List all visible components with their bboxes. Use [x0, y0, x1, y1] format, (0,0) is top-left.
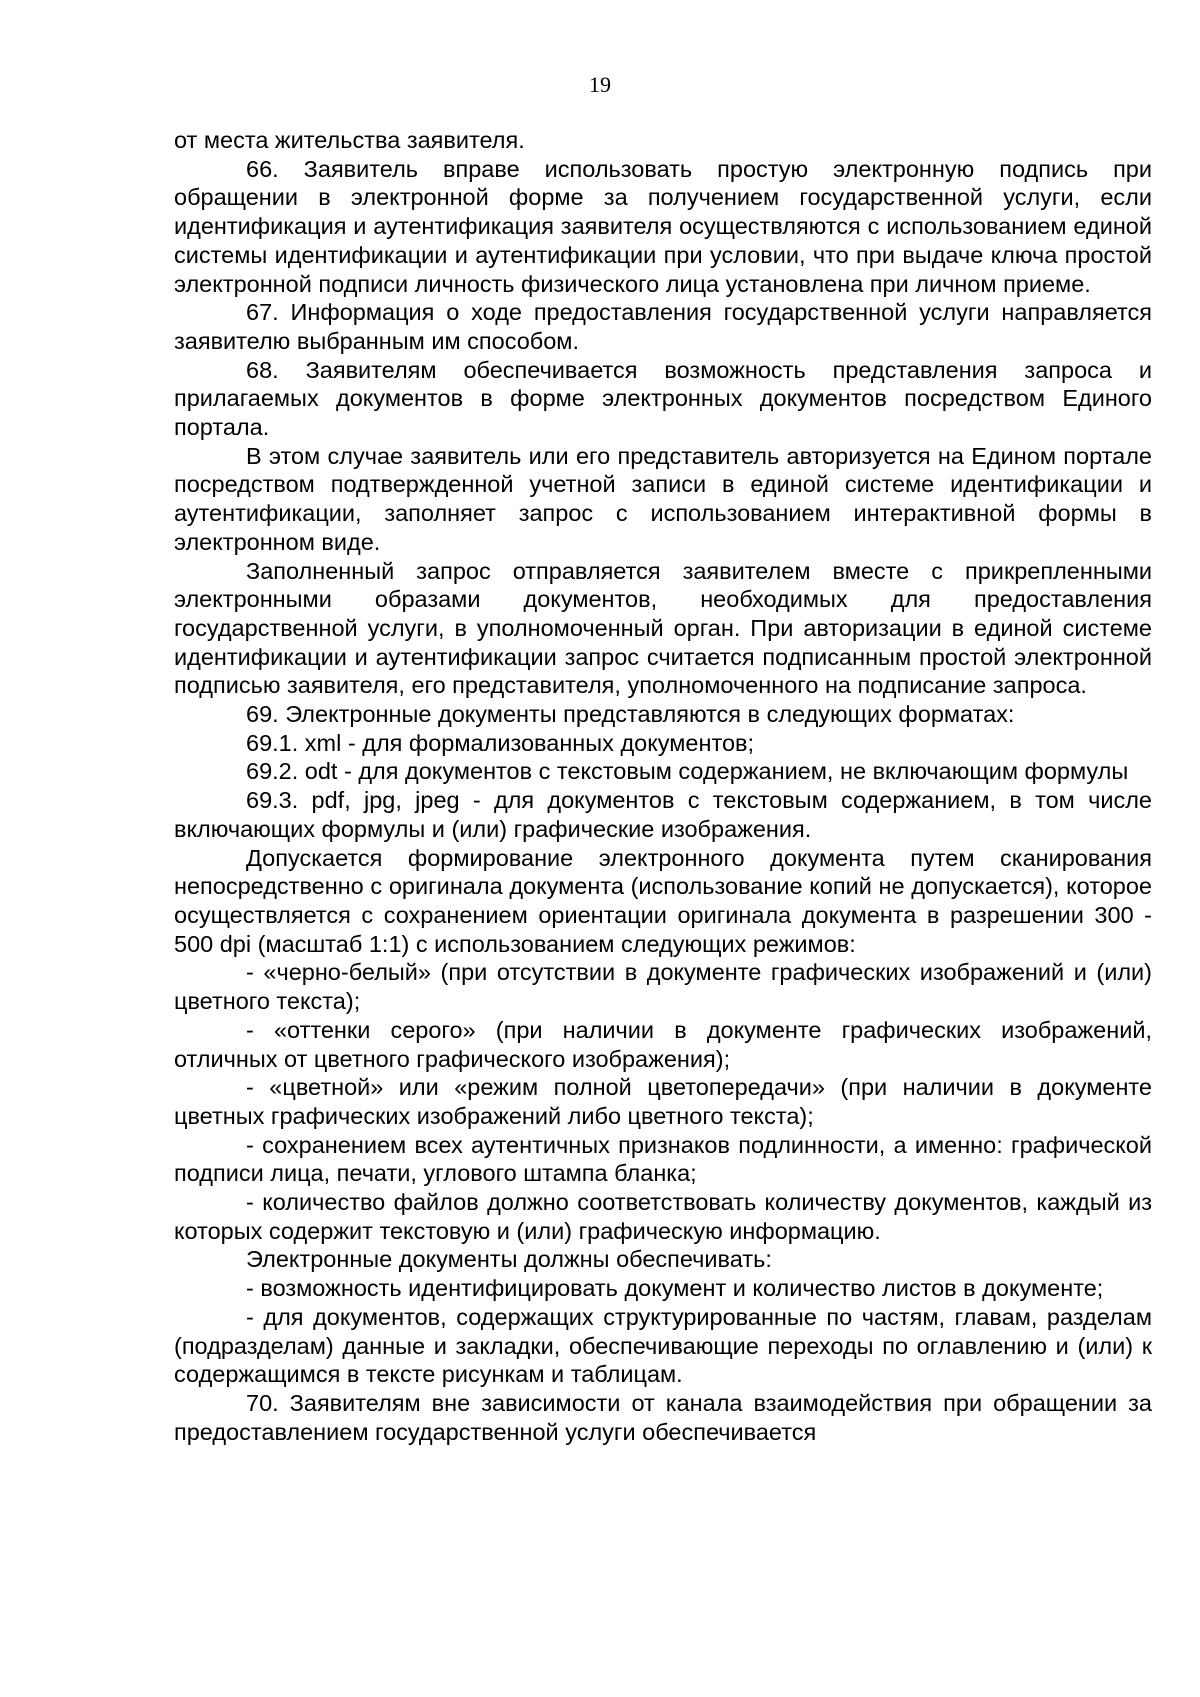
- paragraph-66: 66. Заявитель вправе использовать простую электронную подпись при обращении в электронной форме за получением государственной услуги, если идентификация и аутентификация заявителя осуществляются с использованием единой системы идентификации и аутентификации при условии, что при выдаче ключа простой электронной подписи личность физического лица установлена при личном приеме.: [174, 155, 1152, 297]
- list-item-grayscale: - «оттенки серого» (при наличии в документе графических изображений, отличных от цветного графического изображения);: [174, 1016, 1152, 1072]
- paragraph-requirements: Электронные документы должны обеспечивать:: [246, 1246, 772, 1273]
- paragraph-67: 67. Информация о ходе предоставления государственной услуги направляется заявителю выбранным им способом.: [174, 299, 1152, 354]
- list-item-file-count: - количество файлов должно соответствовать количеству документов, каждый из которых содержит текстовую и (или) графическую информацию.: [174, 1189, 1152, 1244]
- list-item-authenticity: - сохранением всех аутентичных признаков подлинности, а именно: графической подписи лица, печати, углового штампа бланка;: [174, 1131, 1152, 1187]
- paragraph-continuation: от места жительства заявителя.: [174, 127, 525, 153]
- paragraph-68-authorization: В этом случае заявитель или его представитель авторизуется на Едином портале посредством подтвержденной учетной записи в единой системе идентификации и аутентификации, заполняет запрос с использованием интерактивной формы в электронном виде.: [174, 442, 1152, 555]
- paragraph-68: 68. Заявителям обеспечивается возможность представления запроса и прилагаемых документов в форме электронных документов посредством Единого портала.: [174, 356, 1152, 441]
- list-item-structured: - для документов, содержащих структурированные по частям, главам, разделам (подразделам) данные и закладки, обеспечивающие переходы по оглавлению и (или) к содержащимся в тексте рисункам и таблицам.: [174, 1303, 1152, 1388]
- paragraph-69-1: 69.1. xml - для формализованных документов;: [246, 729, 755, 756]
- list-item-black-white: - «черно-белый» (при отсутствии в документе графических изображений и (или) цветного текста);: [174, 959, 1152, 1015]
- paragraph-69-3: 69.3. pdf, jpg, jpeg - для документов с текстовым содержанием, в том числе включающих формулы и (или) графические изображения.: [174, 787, 1152, 842]
- paragraph-69-2: 69.2. odt - для документов с текстовым содержанием, не включающим формулы: [246, 758, 1129, 785]
- document-body: [174, 126, 1152, 1446]
- paragraph-68-submission: Заполненный запрос отправляется заявителем вместе с прикрепленными электронными образами документов, необходимых для предоставления государственной услуги, в уполномоченный орган. При авторизации в единой системе идентификации и аутентификации запрос считается подписанным простой электронной подписью заявителя, его представителя, уполномоченного на подписание запроса.: [174, 557, 1152, 699]
- paragraph-70: 70. Заявителям вне зависимости от канала взаимодействия при обращении за предоставлением государственной услуги обеспечивается: [174, 1389, 1152, 1445]
- paragraph-69: 69. Электронные документы представляются в следующих форматах:: [246, 701, 1015, 728]
- list-item-identify: - возможность идентифицировать документ и количество листов в документе;: [246, 1275, 1104, 1302]
- page-number: 19: [589, 72, 611, 97]
- paragraph-scanning: Допускается формирование электронного документа путем сканирования непосредственно с оригинала документа (использование копий не допускается), которое осуществляется с сохранением ориентации оригинала документа в разрешении 300 - 500 dpi (масштаб 1:1) с использованием следующих режимов:: [174, 844, 1152, 957]
- list-item-color: - «цветной» или «режим полной цветопередачи» (при наличии в документе цветных графических изображений либо цветного текста);: [174, 1074, 1152, 1129]
